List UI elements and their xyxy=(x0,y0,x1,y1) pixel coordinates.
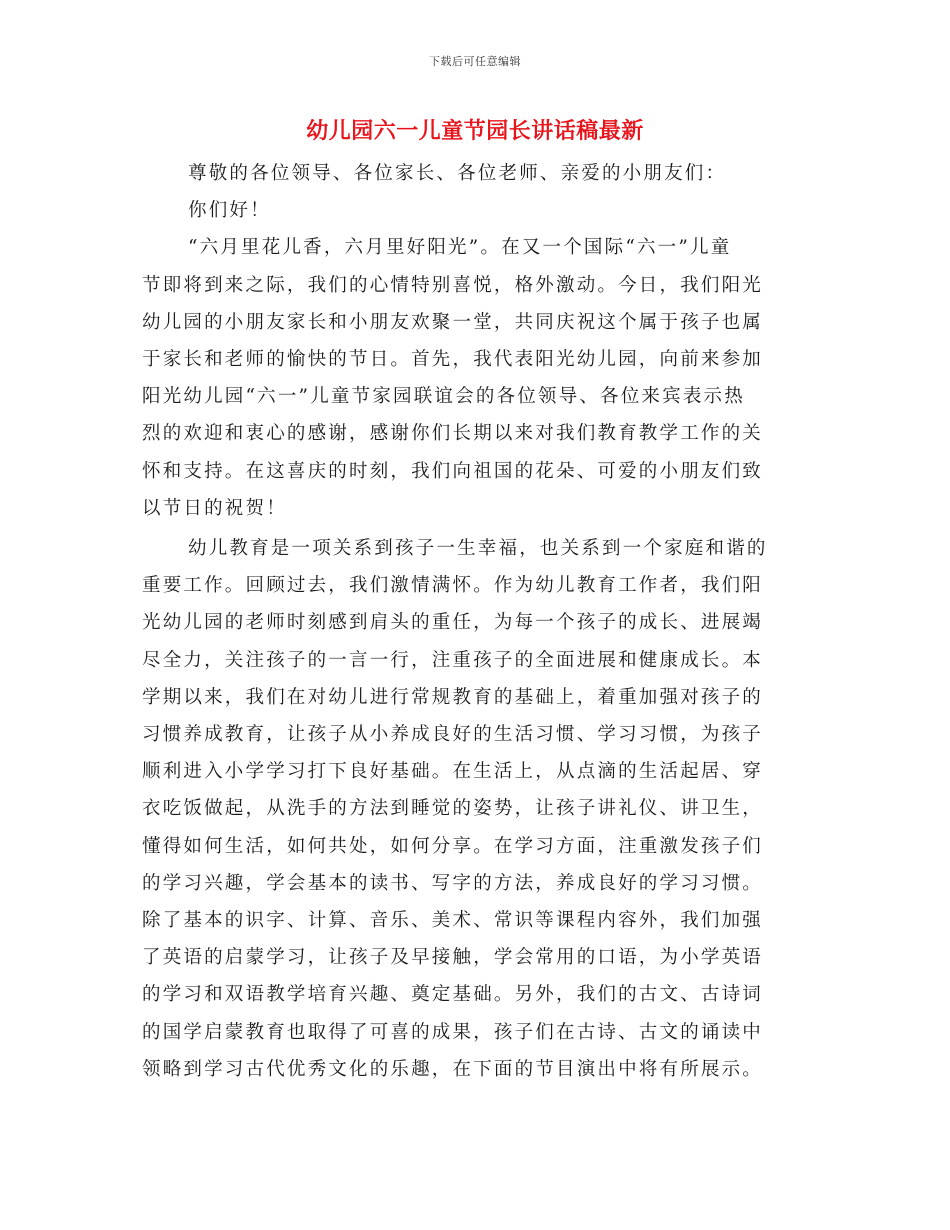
paragraph-line: 烈的欢迎和衷心的感谢，感谢你们长期以来对我们教育教学工作的关 xyxy=(142,423,764,445)
paragraph-line: 领略到学习古代优秀文化的乐趣，在下面的节目演出中将有所展示。 xyxy=(142,1058,764,1080)
paragraph-line: 除了基本的识字、计算、音乐、美术、常识等课程内容外，我们加强 xyxy=(142,910,764,932)
paragraph-line: 于家长和老师的愉快的节日。首先，我代表阳光幼儿园，向前来参加 xyxy=(142,349,764,371)
paragraph-line: 的学习兴趣，学会基本的读书、写字的方法，养成良好的学习习惯。 xyxy=(142,872,764,894)
paragraph-line: 光幼儿园的老师时刻感到肩头的重任，为每一个孩子的成长、进展竭 xyxy=(142,612,764,634)
document-body xyxy=(142,155,808,1088)
paragraph-line: “六月里花儿香，六月里好阳光”。在又一个国际“六一”儿童 xyxy=(188,237,732,259)
paragraph-line: 幼儿教育是一项关系到孩子一生幸福，也关系到一个家庭和谐的 xyxy=(188,538,768,560)
header-note: 下载后可任意编辑 xyxy=(429,55,521,68)
salutation: 尊敬的各位领导、各位家长、各位老师、亲爱的小朋友们： xyxy=(188,163,727,184)
paragraph-2 xyxy=(142,530,808,1088)
paragraph-line: 的国学启蒙教育也取得了可喜的成果，孩子们在古诗、古文的诵读中 xyxy=(142,1021,764,1043)
paragraph-line: 了英语的启蒙学习，让孩子及早接触，学会常用的口语，为小学英语 xyxy=(142,947,764,969)
greeting: 你们好！ xyxy=(188,200,271,222)
paragraph-line: 幼儿园的小朋友家长和小朋友欢聚一堂，共同庆祝这个属于孩子也属 xyxy=(142,311,764,333)
paragraph-line: 的学习和双语教学培育兴趣、奠定基础。另外，我们的古文、古诗词 xyxy=(142,984,764,1006)
paragraph-line: 节即将到来之际，我们的心情特别喜悦，格外激动。今日，我们阳光 xyxy=(142,274,764,296)
paragraph-line: 顺利进入小学学习打下良好基础。在生活上，从点滴的生活起居、穿 xyxy=(142,761,764,783)
paragraph-line: 衣吃饭做起，从洗手的方法到睡觉的姿势，让孩子讲礼仪、讲卫生， xyxy=(142,798,764,820)
paragraph-line: 阳光幼儿园“六一”儿童节家园联谊会的各位领导、各位来宾表示热 xyxy=(142,386,745,408)
paragraph-line: 怀和支持。在这喜庆的时刻，我们向祖国的花朵、可爱的小朋友们致 xyxy=(142,460,764,482)
paragraph-line: 懂得如何生活，如何共处，如何分享。在学习方面，注重激发孩子们 xyxy=(142,835,764,857)
paragraph-line: 尽全力，关注孩子的一言一行，注重孩子的全面进展和健康成长。本 xyxy=(142,649,764,671)
paragraph-line: 学期以来，我们在对幼儿进行常规教育的基础上，着重加强对孩子的 xyxy=(142,686,764,708)
paragraph-line: 以节日的祝贺！ xyxy=(142,497,287,519)
paragraph-line: 重要工作。回顾过去，我们激情满怀。作为幼儿教育工作者，我们阳 xyxy=(142,575,764,597)
page-title: 幼儿园六一儿童节园长讲话稿最新 xyxy=(306,118,644,144)
paragraph-1 xyxy=(142,229,808,527)
paragraph-line: 习惯养成教育，让孩子从小养成良好的生活习惯、学习习惯，为孩子 xyxy=(142,724,764,746)
